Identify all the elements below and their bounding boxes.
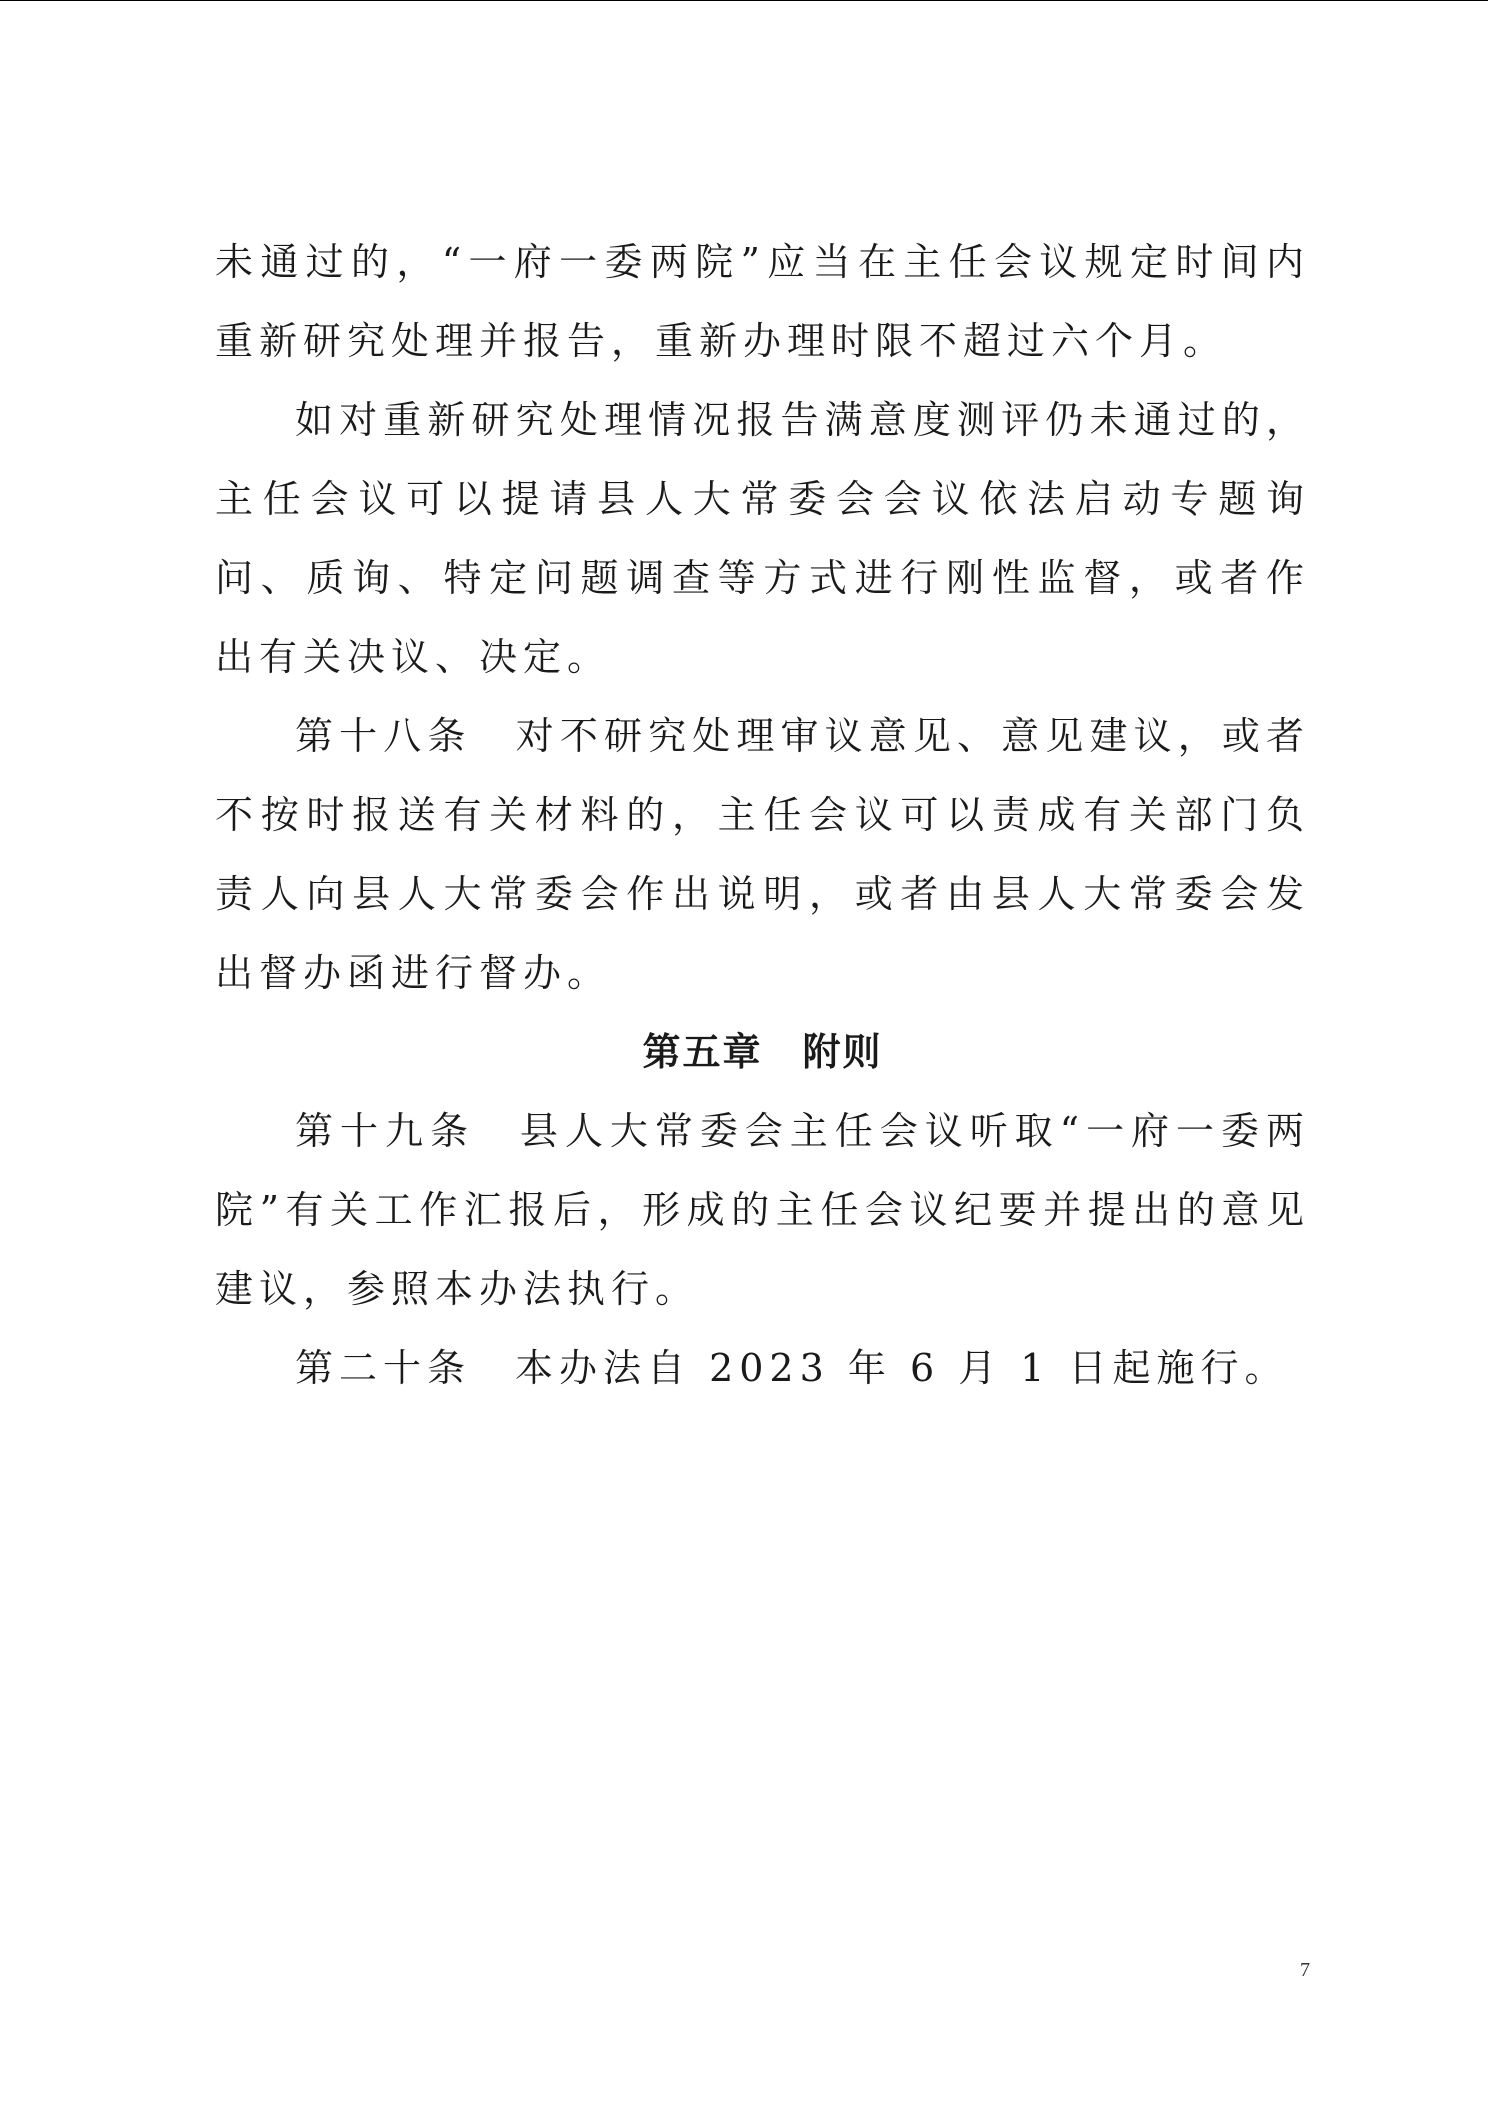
paragraph-reevaluation: 如对重新研究处理情况报告满意度测评仍未通过的，主任会议可以提请县人大常委会会议依法启动专题询问、质询、特定问题调查等方式进行刚性监督，或者作出有关决议、决定。 <box>215 398 1310 679</box>
article-19: 第十九条 县人大常委会主任会议听取“一府一委两院”有关工作汇报后，形成的主任会议纪要并提出的意见建议，参照本办法执行。 <box>215 1109 1310 1311</box>
paragraph-continuation: 未通过的，“一府一委两院”应当在主任会议规定时间内重新研究处理并报告，重新办理时限不超过六个月。 <box>215 240 1310 363</box>
article-18: 第十八条 对不研究处理审议意见、意见建议，或者不按时报送有关材料的，主任会议可以责成有关部门负责人向县人大常委会作出说明，或者由县人大常委会发出督办函进行督办。 <box>215 714 1310 995</box>
document-body <box>215 223 1310 1408</box>
chapter-title: 第五章 附则 <box>642 1030 883 1074</box>
page-number: 7 <box>1300 1959 1310 1981</box>
article-20: 第二十条 本办法自 2023 年 6 月 1 日起施行。 <box>295 1346 1289 1390</box>
